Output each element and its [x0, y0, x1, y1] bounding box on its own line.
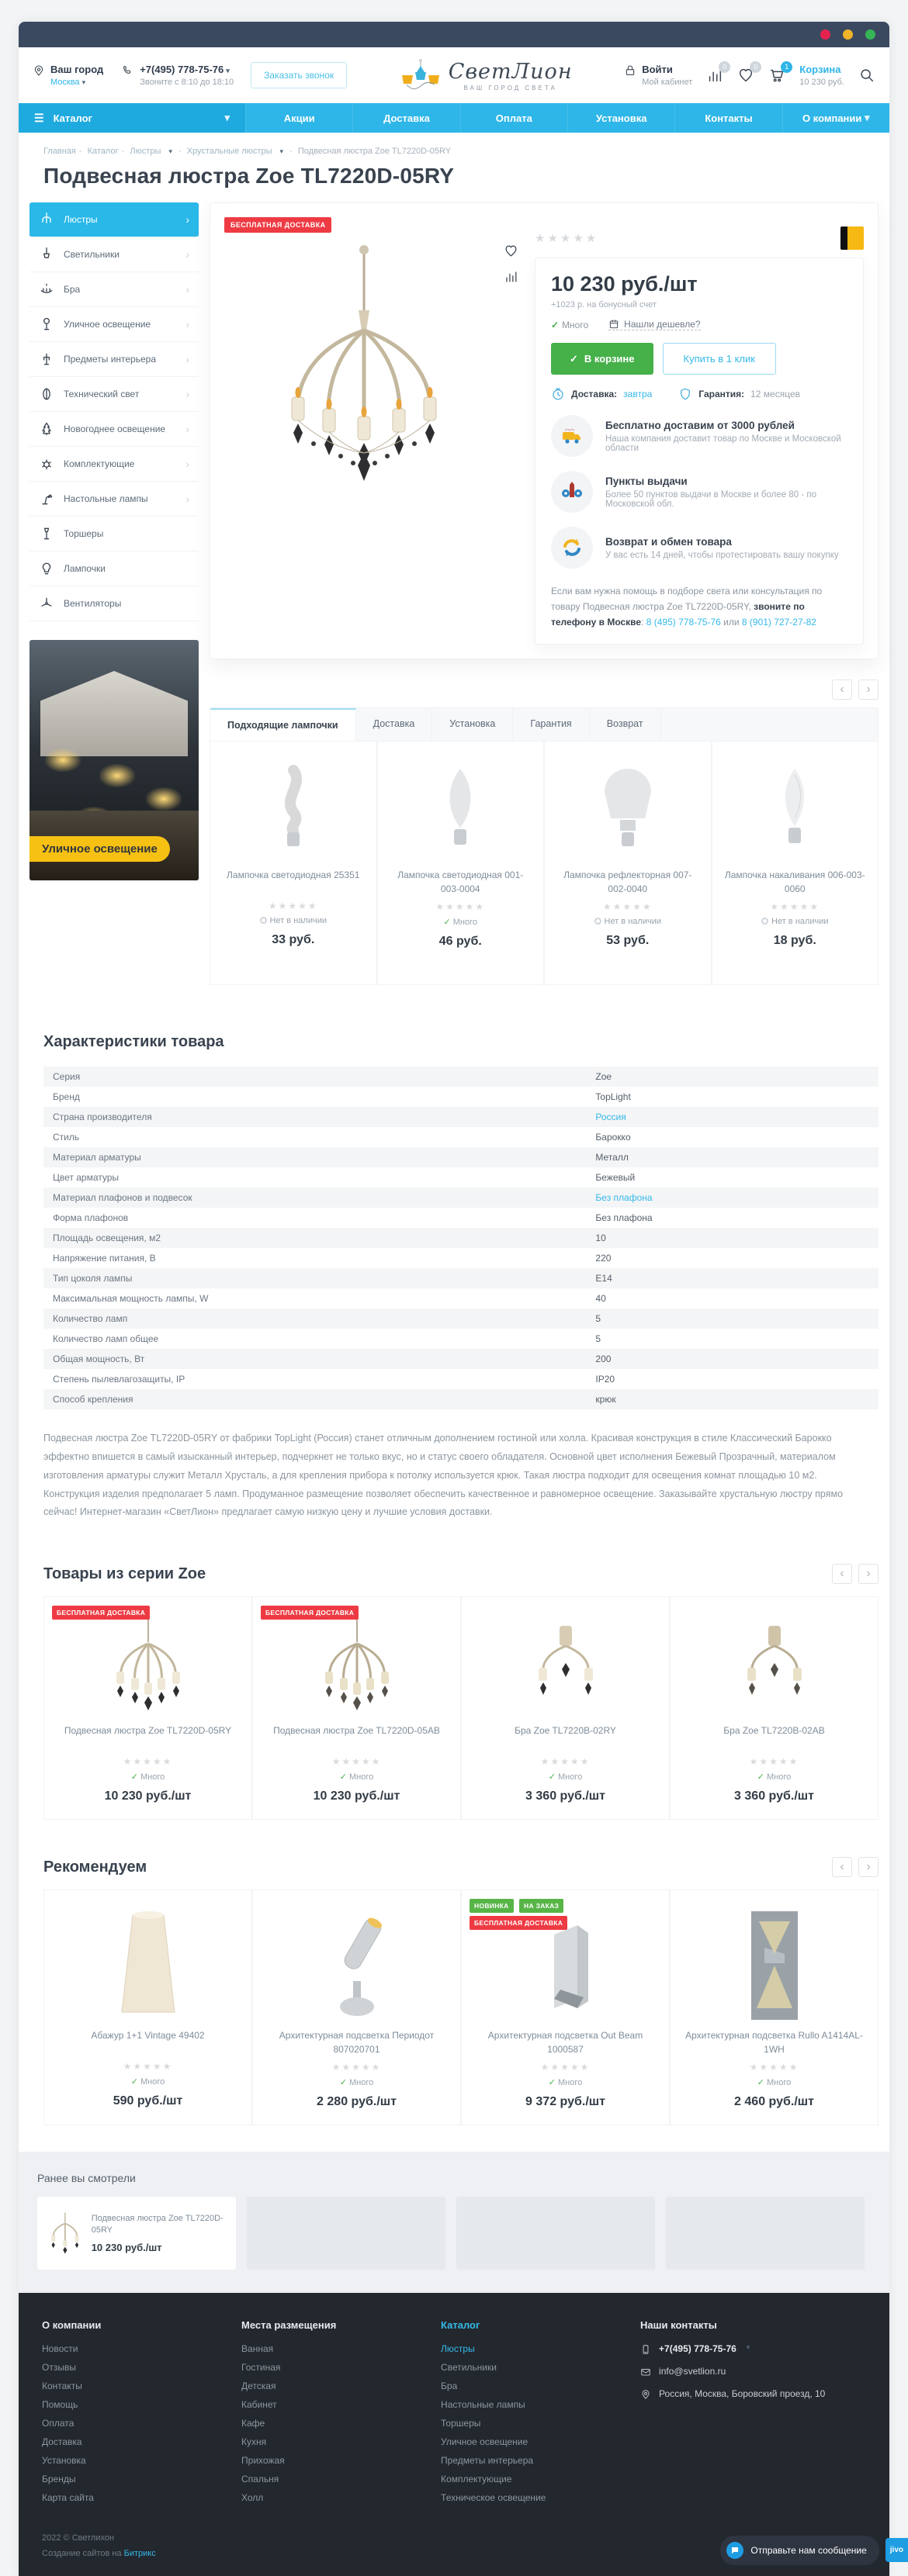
cart-button[interactable] — [768, 63, 789, 84]
bulb-card[interactable]: Лампочка накаливания 006-003-0060 ★★★★★ Нет в наличии 18 руб. — [712, 741, 879, 985]
menu-burger-icon: ☰ — [34, 111, 44, 124]
recommend-section — [19, 1857, 889, 2125]
footer-link[interactable]: Отзывы — [42, 2361, 76, 2373]
free-delivery-badge: БЕСПЛАТНАЯ ДОСТАВКА — [224, 217, 331, 233]
buy-one-click-button[interactable]: Купить в 1 клик — [663, 343, 776, 375]
nav-item-about[interactable]: О компании ▾ — [782, 103, 889, 133]
street-light-icon — [39, 316, 54, 332]
floor-lamp-icon — [39, 526, 54, 541]
bitrix-link[interactable]: Битрикс — [123, 2548, 156, 2558]
series-carousel — [43, 1596, 879, 1820]
bulb-image — [771, 764, 818, 857]
fan-icon — [39, 596, 54, 611]
main-nav — [19, 103, 889, 133]
sidebar-item-holiday[interactable]: Новогоднее освещение › — [29, 412, 199, 447]
cart-label[interactable]: Корзина — [799, 64, 841, 75]
carousel-next-button[interactable]: › — [858, 679, 879, 700]
sidebar-item-bulbs[interactable]: Лампочки — [29, 552, 199, 586]
footer-link[interactable]: Бра — [441, 2380, 458, 2391]
login-sub: Мой кабинет — [642, 78, 693, 87]
order-call-button[interactable]: Заказать звонок — [251, 62, 347, 88]
login-label[interactable]: Войти — [642, 64, 673, 75]
stock-status: ✓ Много — [551, 319, 589, 330]
footer-link[interactable]: Детская — [241, 2380, 276, 2391]
product-image — [523, 1620, 608, 1713]
product-info — [530, 217, 864, 645]
help-note: Если вам нужна помощь в подборе света или консультация по товару Подвесная люстра Zoe TL7220D-05RY, звоните по телефону в Москве: 8 (495) 778-75-76 или 8 (901) 727-27-82 — [551, 586, 823, 628]
footer-bottom: 2022 © Светлихон Создание сайтов на Битрикс — [42, 2531, 866, 2562]
product-gallery — [224, 217, 504, 645]
phone-icon — [640, 2344, 651, 2355]
series-title: Товары из серии Zoe — [43, 1565, 206, 1582]
window-titlebar — [19, 22, 889, 47]
footer-link[interactable]: Люстры — [441, 2343, 475, 2354]
footer-link[interactable]: Бренды — [42, 2473, 76, 2484]
product-image — [314, 1907, 400, 2024]
footer-address: Россия, Москва, Боровский проезд, 10 — [640, 2388, 866, 2400]
footer-col-contacts — [640, 2319, 866, 2511]
product-image[interactable] — [224, 240, 504, 574]
footer-link[interactable]: Светильники — [441, 2361, 497, 2373]
product-tabs — [210, 707, 879, 741]
footer-col-title: Места размещения — [241, 2318, 337, 2331]
sidebar-item-chandeliers[interactable]: Люстры › — [29, 202, 199, 237]
carousel-next-button[interactable]: › — [858, 1857, 879, 1877]
caret-icon: ▾ — [226, 67, 230, 74]
footer-link[interactable]: Кафе — [241, 2417, 265, 2429]
out-of-stock-icon — [594, 918, 601, 925]
footer-col-title: О компании — [42, 2318, 102, 2331]
viewed-product-image — [47, 2206, 84, 2260]
sidebar-item-fans[interactable]: Вентиляторы — [29, 586, 199, 621]
recommend-product-card[interactable]: Абажур 1+1 Vintage 49402 ★★★★★ ✓ Много 590 руб./шт — [43, 1890, 252, 2125]
in-cart-button[interactable]: ✓ В корзине — [551, 343, 653, 375]
footer-link[interactable]: Кухня — [241, 2436, 267, 2447]
footer-email[interactable]: info@svetlion.ru — [640, 2366, 866, 2377]
chandelier-icon — [39, 212, 54, 227]
tab-install[interactable]: Установка — [432, 708, 513, 741]
product-card — [210, 202, 879, 659]
out-of-stock-icon — [761, 918, 768, 925]
compare-button[interactable] — [706, 63, 727, 84]
feature-free-delivery: Бесплатно доставим от 3000 рублей Наша компания доставит товар по Москве и Московской области — [551, 415, 847, 457]
viewed-product-card[interactable]: Подвесная люстра Zoe TL7220D-05RY 10 230 руб./шт — [37, 2197, 236, 2270]
recommend-product-card[interactable]: Архитектурная подсветка Rullo A1414AL-1WH ★★★★★ ✓ Много 2 460 руб./шт — [670, 1890, 879, 2125]
viewed-placeholder — [247, 2197, 445, 2270]
product-quick-actions — [504, 217, 530, 645]
logo[interactable] — [399, 58, 573, 92]
recommend-carousel — [43, 1890, 879, 2125]
out-of-stock-icon — [260, 917, 267, 924]
viewed-placeholder — [456, 2197, 655, 2270]
pendant-light-icon — [39, 247, 54, 262]
footer-link[interactable]: Ванная — [241, 2343, 274, 2354]
delivery-truck-icon — [560, 424, 584, 448]
login-block[interactable] — [624, 64, 692, 87]
sidebar-item-sconces[interactable]: Бра › — [29, 272, 199, 307]
nav-item-delivery[interactable]: Доставка — [352, 103, 459, 133]
site-header — [19, 47, 889, 103]
sidebar-item-lamps[interactable]: Светильники › — [29, 237, 199, 272]
bulb-card[interactable]: Лампочка светодиодная 001-003-0004 ★★★★★ ✓ Много 46 руб. — [377, 741, 545, 985]
nav-item-promos[interactable]: Акции — [245, 103, 352, 133]
city-label: Ваш город — [50, 64, 104, 75]
city-block — [33, 64, 103, 87]
footer-col-title: Каталог — [441, 2318, 480, 2331]
shield-icon — [678, 387, 692, 401]
breadcrumb-chandeliers[interactable]: Люстры ▾ — [130, 147, 172, 156]
favorites-button[interactable] — [737, 63, 758, 84]
city-select[interactable]: Москва — [50, 78, 80, 87]
new-badge: НОВИНКА — [470, 1899, 514, 1913]
bonus-note: +1023 р. на бонусный счет — [551, 300, 657, 309]
series-product-card[interactable]: БЕСПЛАТНАЯ ДОСТАВКА Подвесная люстра Zoe TL7220D-05RY ★★★★★ ✓ Много 10 230 руб./шт — [43, 1596, 252, 1820]
delivery-meta: Доставка: завтра — [551, 387, 652, 401]
footer-col-about — [42, 2319, 241, 2511]
product-description: Подвесная люстра Zoe TL7220D-05RY от фабрики TopLight (Россия) станет отличным дополнением гостиной или холла. Красивая конструкция в стиле Классический Барокко эффектно впишется в самый изысканный интерьер, подчеркнет не только вкус, но и статус своего обладателя. Основной цвет исполнения Бежевый Прозрачный, материалом изготовления арматуры служит Металл Хрусталь, а для крепления прибора к потолку используется крюк. Такая люстра подходит для освещения комнат площадью 10 м2. Конструкция изделия предполагает 5 ламп. Продуманное размещение позволяет обеспечить качественное и равномерное освещение. Заказывайте хрустальную люстру прямо сейчас! Интернет-магазин «СветЛион» предлагает самую низкую цену и лучшие условия доставки. — [43, 1433, 844, 1518]
delivery-value-link[interactable]: завтра — [623, 389, 653, 399]
recommend-product-card[interactable]: НОВИНКА НА ЗАКАЗ БЕСПЛАТНАЯ ДОСТАВКА Архитектурная подсветка Out Beam 1000587 ★★★★★ ✓ Много 9 372 руб./шт — [461, 1890, 670, 2125]
sidebar-item-floor-lamps[interactable]: Торшеры — [29, 517, 199, 552]
footer-link[interactable]: Предметы интерьера — [441, 2454, 534, 2466]
bulbs-carousel — [210, 741, 879, 985]
bulb-card[interactable]: Лампочка рефлекторная 007-002-0040 ★★★★★ Нет в наличии 53 руб. — [544, 741, 712, 985]
footer-link[interactable]: Гостиная — [241, 2361, 281, 2373]
chevron-down-icon: ▾ — [865, 112, 870, 123]
specs-title: Характеристики товара — [43, 1033, 224, 1051]
footer-link[interactable]: Кабинет — [241, 2398, 277, 2410]
footer-link[interactable]: Помощь — [42, 2398, 78, 2410]
product-tabs-section — [210, 679, 879, 985]
nav-item-install[interactable]: Установка — [567, 103, 674, 133]
spec-country-link[interactable]: Россия — [586, 1107, 879, 1127]
warranty-meta: Гарантия: 12 месяцев — [678, 387, 800, 401]
free-delivery-badge: БЕСПЛАТНАЯ ДОСТАВКА — [261, 1606, 359, 1620]
light-glow — [99, 764, 135, 787]
carousel-prev-button[interactable]: ‹ — [832, 1564, 852, 1584]
help-phone-1[interactable]: 8 (495) 778-75-76 — [646, 616, 721, 628]
favorites-count-badge: 0 — [750, 61, 761, 73]
street-lighting-banner[interactable] — [29, 640, 199, 880]
chevron-down-icon: ▾ — [224, 112, 230, 123]
bulb-image — [437, 764, 483, 857]
return-arrows-icon — [560, 536, 584, 559]
jivo-tab[interactable]: jivo — [885, 2538, 908, 2562]
recently-viewed-title: Ранее вы смотрели — [37, 2171, 136, 2184]
recently-viewed-section — [19, 2152, 889, 2293]
sconce-icon — [39, 282, 54, 297]
breadcrumb-catalog[interactable]: Каталог — [87, 147, 119, 156]
sidebar-item-technical[interactable]: Технический свет › — [29, 377, 199, 412]
nav-item-payment[interactable]: Оплата — [460, 103, 567, 133]
bulb-icon — [39, 561, 54, 576]
tab-warranty[interactable]: Гарантия — [513, 708, 589, 741]
footer-link[interactable]: Новости — [42, 2343, 78, 2354]
footer-link[interactable]: Прихожая — [241, 2454, 285, 2466]
chat-widget — [720, 2536, 908, 2565]
search-icon[interactable] — [858, 67, 875, 84]
product-image — [314, 1616, 400, 1717]
footer-link[interactable]: Контакты — [42, 2380, 82, 2391]
compare-count-badge: 0 — [719, 61, 730, 73]
gear-icon — [39, 456, 54, 472]
lock-icon — [624, 64, 636, 77]
free-delivery-badge: БЕСПЛАТНАЯ ДОСТАВКА — [470, 1916, 567, 1930]
spec-shade-material-link[interactable]: Без плафона — [586, 1188, 879, 1208]
phone-block — [122, 64, 234, 87]
logo-chandelier-icon — [399, 58, 442, 92]
series-product-card[interactable]: Бра Zoe TL7220B-02RY ★★★★★ ✓ Много 3 360 руб./шт — [461, 1596, 670, 1820]
feature-pickup-points: Пункты выдачи Более 50 пунктов выдачи в Москве и более 80 - по Московской обл. — [551, 471, 847, 513]
window-minimize-icon[interactable] — [843, 29, 853, 40]
footer-link[interactable]: Установка — [42, 2454, 86, 2466]
light-glow — [45, 749, 81, 772]
logo-name: СветЛион — [448, 59, 573, 84]
nav-item-catalog[interactable]: ☰ Каталог ▾ — [19, 103, 245, 133]
page-title: Подвесная люстра Zoe TL7220D-05RY — [43, 164, 455, 188]
envelope-icon — [640, 2367, 651, 2377]
series-product-card[interactable]: Бра Zoe TL7220B-02AB ★★★★★ ✓ Много 3 360 руб./шт — [670, 1596, 879, 1820]
footer-link[interactable]: Доставка — [42, 2436, 82, 2447]
banner-house — [40, 671, 188, 756]
chat-bubble-icon — [726, 2542, 743, 2559]
window-controls — [820, 29, 875, 40]
header-phone[interactable]: +7(495) 778-75-76 — [140, 64, 224, 75]
chat-button[interactable]: Отправьте нам сообщение — [720, 2536, 879, 2565]
footer-link[interactable]: Карта сайта — [42, 2491, 94, 2503]
pickup-points-icon — [560, 480, 584, 503]
rating-stars[interactable]: ★★★★★ — [535, 232, 599, 245]
bulb-card[interactable]: Лампочка светодиодная 25351 ★★★★★ Нет в наличии 33 руб. — [210, 741, 377, 985]
spotlight-icon — [39, 386, 54, 402]
footer-link[interactable]: Торшеры — [441, 2417, 481, 2429]
light-glow — [146, 787, 182, 811]
product-image — [732, 1907, 817, 2024]
carousel-prev-button[interactable]: ‹ — [832, 1857, 852, 1877]
footer-link[interactable]: Холл — [241, 2491, 264, 2503]
footer-col-catalog — [441, 2319, 640, 2511]
breadcrumb-crystal[interactable]: Хрустальные люстры ▾ — [186, 147, 284, 156]
cart-total: 10 230 руб. — [799, 78, 844, 87]
tab-return[interactable]: Возврат — [590, 708, 661, 741]
desk-lamp-icon — [39, 491, 54, 507]
footer-link[interactable]: Техническое освещение — [441, 2491, 546, 2503]
breadcrumb-current: Подвесная люстра Zoe TL7220D-05RY — [297, 147, 452, 156]
footer-link[interactable]: Оплата — [42, 2417, 75, 2429]
bulb-image — [270, 764, 317, 857]
series-product-card[interactable]: БЕСПЛАТНАЯ ДОСТАВКА Подвесная люстра Zoe TL7220D-05AB ★★★★★ ✓ Много 10 230 руб./шт — [252, 1596, 461, 1820]
viewed-placeholder — [666, 2197, 865, 2270]
recommend-product-card[interactable]: Архитектурная подсветка Периодот 807020701 ★★★★★ ✓ Много 2 280 руб./шт — [252, 1890, 461, 2125]
clock-icon — [551, 387, 565, 401]
product-image — [732, 1620, 817, 1713]
tag-icon — [608, 319, 619, 330]
help-phone-2[interactable]: 8 (901) 727-27-82 — [741, 616, 816, 628]
add-to-compare-icon[interactable] — [504, 269, 518, 284]
phone-icon — [122, 64, 134, 77]
banner-label: Уличное освещение — [29, 836, 170, 862]
footer-link[interactable]: Уличное освещение — [441, 2436, 529, 2447]
footer-link[interactable]: Спальня — [241, 2473, 279, 2484]
footer-phone[interactable]: +7(495) 778-75-76 ▾ — [640, 2343, 866, 2355]
cart-summary[interactable] — [799, 64, 844, 87]
product-price: 10 230 руб./шт — [551, 272, 698, 296]
found-cheaper-link[interactable]: Нашли дешевле? — [608, 319, 700, 330]
header-actions — [624, 64, 875, 87]
footer-link[interactable]: Комплектующие — [441, 2473, 512, 2484]
feature-return: Возврат и обмен товара У вас есть 14 дней, чтобы протестировать вашу покупку — [551, 527, 847, 569]
free-delivery-badge: БЕСПЛАТНАЯ ДОСТАВКА — [52, 1606, 150, 1620]
window-close-icon[interactable] — [820, 29, 830, 40]
location-pin-icon — [640, 2389, 651, 2400]
recommend-title: Рекомендуем — [43, 1858, 147, 1876]
footer-col-places — [241, 2319, 441, 2511]
carousel-prev-button[interactable]: ‹ — [832, 679, 852, 700]
cart-count-badge: 1 — [781, 61, 792, 73]
tab-delivery[interactable]: Доставка — [356, 708, 433, 741]
specs-section — [19, 1033, 889, 1522]
product-image — [106, 1907, 191, 2024]
caret-icon: ▾ — [81, 78, 86, 86]
series-section — [19, 1564, 889, 1820]
breadcrumb: Главная - Каталог - Люстры ▾ - Хрустальные люстры ▾ - Подвесная люстра Zoe TL7220D-05RY — [43, 147, 452, 156]
product-image — [106, 1616, 191, 1717]
bulb-image — [597, 764, 659, 857]
on-order-badge: НА ЗАКАЗ — [519, 1899, 563, 1913]
candelabra-icon — [39, 351, 54, 367]
specs-table: Серия Zoe Бренд TopLight Страна производителя Россия Стиль Барокко Материал арматуры Металл Цвет арматуры Бежевый Материал плафонов и подвесок Без плафона Форма плафонов Без плафона Площадь освещения, м2 10 Напряжение питания, В 220 Тип цоколя лампы E14 Максимальная мощность лампы, W 40 Количество ламп 5 Количество ламп общее 5 Общая мощность, Вт 200 Степень пылевлагозащиты, IP IP20 Способ крепления крюк — [43, 1067, 879, 1409]
breadcrumb-home[interactable]: Главная — [43, 147, 76, 156]
add-to-favorites-icon[interactable] — [504, 244, 518, 258]
brand-logo[interactable] — [840, 226, 864, 250]
christmas-tree-icon — [39, 421, 54, 437]
chevron-right-icon: › — [185, 213, 189, 226]
phone-hours: Звоните с 8:10 до 18:10 — [140, 78, 234, 87]
footer — [19, 2293, 889, 2576]
location-pin-icon — [33, 64, 45, 77]
nav-item-contacts[interactable]: Контакты — [674, 103, 782, 133]
page — [19, 22, 889, 2576]
footer-link[interactable]: Настольные лампы — [441, 2398, 525, 2410]
carousel-next-button[interactable]: › — [858, 1564, 879, 1584]
sidebar-item-street[interactable]: Уличное освещение › — [29, 307, 199, 342]
copyright: 2022 © Светлихон — [42, 2533, 115, 2543]
tab-matching-bulbs[interactable]: Подходящие лампочки — [210, 708, 356, 741]
sidebar-item-interior[interactable]: Предметы интерьера › — [29, 342, 199, 377]
sidebar-item-table-lamps[interactable]: Настольные лампы › — [29, 482, 199, 517]
logo-tagline: ВАШ ГОРОД СВЕТА — [463, 84, 557, 92]
category-menu — [29, 202, 199, 621]
window-maximize-icon[interactable] — [865, 29, 875, 40]
sidebar-item-components[interactable]: Комплектующие › — [29, 447, 199, 482]
footer-col-title: Наши контакты — [640, 2318, 717, 2331]
